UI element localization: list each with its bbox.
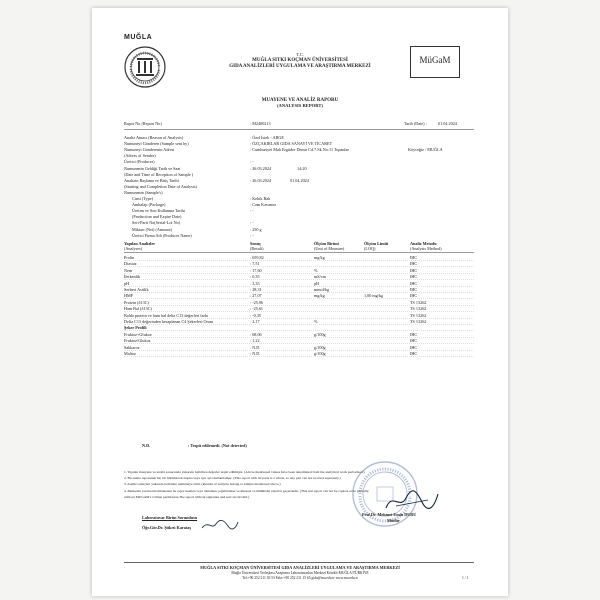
row-divider: [124, 276, 474, 280]
report-title-en: (ANALYSIS REPORT): [277, 103, 323, 108]
row-divider: [124, 263, 474, 267]
row-divider: [124, 353, 474, 357]
info-value: : Cumhuriyet Mah Ergüder Demir Cd.7.Sk.No:11 Topanlar: [250, 147, 349, 153]
note-line: 1. Yapılan muayene ve analiz sonucunda yukarıda belirtilen değerler tespit edilmiştir. (Above mentioned values have been determined from the analytical work performed.): [124, 470, 365, 474]
row-divider: [124, 331, 474, 338]
analysis-method: IHC: [410, 351, 418, 356]
analysis-name: Şeker Profili: [124, 325, 147, 331]
info-value: : -: [250, 159, 254, 165]
column-header-en: (Result): [250, 246, 264, 251]
info-extra: Köyceğiz / MUĞLA: [408, 147, 443, 153]
analysis-name: Balda protein ve ham bal delta C13 değerleri farkı: [124, 312, 209, 318]
row-divider: [124, 299, 474, 306]
analysis-unit: mmol/kg: [314, 287, 330, 292]
university-name: MUĞLA SITKI KOÇMAN ÜNİVERSİTESİ: [252, 58, 348, 63]
info-label: Üretici (Producer): [124, 159, 155, 165]
analysis-unit: mS/cm: [314, 274, 326, 280]
analysis-result: : 3,35: [250, 280, 260, 286]
info-label: Miktarı (Net) (Amount): [132, 226, 173, 232]
info-value: : ÖZÇAKIRLAR GIDA SANAYİ VE TİCARET: [250, 141, 333, 147]
nd-code: N.D.: [142, 443, 151, 448]
analysis-result: : 2,17: [250, 319, 260, 324]
analysis-unit: %: [314, 267, 318, 273]
nd-text: : Tespit edilemedi. (Not detected): [188, 443, 247, 448]
column-header: Ölçüm Limiti: [364, 241, 389, 246]
report-no-value: : M2400213: [250, 121, 271, 126]
row-divider: [124, 344, 474, 351]
analysis-name: Ham Bal (δ13C): [124, 306, 152, 312]
info-label: Numunenin Geldiği Tarih ve Saat: [124, 165, 181, 171]
info-value: : 250 g: [250, 226, 262, 232]
info-extra: 14:20: [297, 165, 307, 171]
analysis-name: Protein (δ13C): [124, 299, 149, 305]
analysis-method: IHC: [410, 338, 418, 344]
analysis-result: : 7,51: [250, 261, 260, 267]
analysis-name: Prolin: [124, 255, 135, 260]
analysis-method: IHC: [410, 293, 418, 299]
row-divider: [124, 295, 474, 299]
analysis-result: : 28,31: [250, 287, 262, 292]
row-divider: [124, 321, 474, 325]
info-label: (Production and Expire Date): [132, 214, 182, 220]
analysis-result: : N.D.: [250, 351, 261, 356]
row-divider: [124, 267, 474, 274]
analysis-name: HMF: [124, 293, 134, 299]
info-extra: 01.04.2024: [290, 177, 309, 183]
gov-label: T.C.: [296, 52, 304, 57]
info-label: (Starting and Completion Date of Analysis): [124, 183, 197, 189]
column-header: Sonuç: [250, 241, 261, 246]
row-divider: [124, 340, 474, 344]
analysis-name: Sakkaroz: [124, 344, 140, 350]
lab-supervisor-title: Laboratuvar Birim Sorumlusu: [142, 515, 198, 520]
analysis-name: Maltoz: [124, 351, 136, 356]
info-label: Analiz Amacı (Reason of Analysis): [124, 135, 184, 140]
analysis-result: : 1,22: [250, 338, 260, 344]
analysis-method: IHC: [410, 261, 418, 267]
column-header-en: (Unit of Measure): [314, 246, 345, 251]
info-label: Numunenin (Sample's): [124, 189, 163, 195]
mugam-logo: [410, 46, 460, 78]
analysis-method: IHC: [410, 287, 418, 292]
mugam-logo-text: MüGaM: [419, 55, 451, 65]
analysis-method: IHC: [410, 267, 418, 273]
director-signature-icon: [382, 488, 442, 514]
note-line: 2. Bu analiz raporunun hiç bir bölümü tek başına veya ayrı ayrı kullanılamaz. (This report with all parts is a whole, so any part can not be used separately.): [124, 476, 341, 481]
column-header-en: (Analysis Method): [410, 246, 442, 251]
info-label: Numuneyi Gönderen (Sample sent by): [124, 141, 189, 147]
report-page: [92, 8, 508, 596]
analysis-result: : 0,35: [250, 274, 260, 280]
info-label: (Date and Time of Reception of Sample ): [124, 171, 194, 177]
analysis-method: IHC: [410, 331, 418, 337]
column-header: Yapılan Analizler: [124, 241, 156, 246]
analysis-name: Fruktoz/Glukoz: [124, 338, 151, 344]
row-divider: [124, 257, 474, 261]
row-divider: [124, 308, 474, 312]
analysis-unit: %: [314, 319, 318, 324]
analysis-method: IHC: [410, 280, 418, 286]
info-label: Analizin Başlama ve Bitiş Tarihi: [124, 177, 179, 183]
footer-divider: [124, 562, 474, 563]
analysis-name: Delta C13 değerinden hesaplanan C4 Şekerleri Oranı: [124, 319, 214, 324]
info-label: Üretim ve Son Kullanma Tarihi: [132, 208, 185, 214]
info-value: : 26.03.2024: [250, 165, 272, 171]
analysis-unit: g/100g: [314, 351, 326, 356]
info-label: Üretici Firma Adı (Producer Name): [132, 232, 192, 238]
analysis-name: Fruktoz+Glukoz: [124, 331, 152, 337]
column-header-en: (Analyses): [124, 246, 143, 251]
footer-title: MUĞLA SITKI KOÇMAN ÜNİVERSİTESİ GIDA ANALİZLERİ UYGULAMA VE ARAŞTIRMA MERKEZİ: [200, 565, 400, 570]
analysis-result: : -25,61: [250, 306, 264, 312]
analysis-method: TS 13262: [410, 319, 427, 324]
info-label: (Adress of Sender): [124, 153, 156, 159]
analysis-result: : 659,82: [250, 255, 264, 260]
footer-contact: Tel:+90 252 211 30 53 Faks:+90 252 211 15 65 gida@mu.edu.tr www.mu.edu.tr: [242, 576, 358, 580]
analysis-result: : N.D.: [250, 344, 261, 350]
analysis-name: Nem: [124, 267, 133, 273]
info-value: : Cam Kavanoz: [250, 202, 277, 208]
analysis-name: Diastaz: [124, 261, 137, 267]
analysis-unit: g/100g: [314, 344, 326, 350]
note-line: 4. Merkezin yazılı izni olmaksızın bu rapor kısmen veya tamamen çoğaltılamaz ve imzasız ve mühürsüz raporlar geçersizdir. (This test report can not be copied, even partially,: [124, 488, 370, 493]
note-line: without MUGAM's written permission.The report without signature and seal are invalid.): [124, 494, 250, 499]
analysis-unit: mg/kg: [314, 255, 325, 260]
column-header-en: (LOQ): [364, 246, 376, 251]
footer-address: Muğla Üniversitesi Yerleşkesi Araştırma Laboratuvarları Merkezi Kötekli-MUĞLA/TÜRKİYE: [231, 571, 369, 575]
analysis-unit: mg/kg: [314, 293, 325, 299]
analysis-result: : 68,06: [250, 331, 262, 337]
director-title: Müdür: [387, 518, 400, 523]
report-title: MUAYENE VE ANALİZ RAPORU: [261, 98, 339, 103]
row-divider: [124, 289, 474, 293]
row-divider: [124, 327, 474, 331]
info-label: Ambalajı (Package): [132, 202, 166, 208]
analysis-method: IHC: [410, 344, 418, 350]
row-divider: [124, 312, 474, 319]
info-value: : Kekik Balı: [250, 196, 271, 201]
analysis-name: İletkenlik: [124, 274, 141, 280]
analysis-result: : 17,60: [250, 267, 262, 273]
info-value: : -: [250, 232, 254, 238]
report-date-value: 01.04.2024: [438, 121, 457, 126]
report-date-label: Tarih (Date) :: [404, 121, 427, 126]
analysis-loq: 1,00 mg/kg: [364, 293, 384, 299]
analysis-result: : -0,35: [250, 312, 261, 318]
info-value: : Özel İstek - ARGE: [250, 135, 284, 140]
report-no-label: Rapor No (Report No): [124, 121, 162, 126]
supervisor-signature-icon: [200, 518, 240, 532]
analysis-result: : -25,96: [250, 299, 264, 305]
page-number: 1 / 1: [462, 576, 469, 580]
row-divider: [124, 280, 474, 287]
brand-name: MUĞLA: [124, 34, 153, 41]
analysis-method: TS 13262: [410, 312, 427, 318]
column-header: Analiz Metodu: [410, 241, 437, 246]
lab-name: GIDA ANALİZLERİ UYGULAMA VE ARAŞTIRMA MERKEZİ: [229, 64, 371, 69]
info-value: : -: [250, 208, 254, 214]
analysis-method: IHC: [410, 274, 418, 280]
info-label: Seri-Parti No(Serial-Lot No): [132, 220, 181, 226]
lab-supervisor-name: Öğr.Gör.Dr. Şükrü Karataş: [142, 525, 191, 530]
analysis-method: TS 13262: [410, 306, 427, 312]
analysis-method: IHC: [410, 255, 418, 260]
info-label: Cinsi (Type): [132, 196, 153, 201]
analysis-method: TS 13262: [410, 299, 427, 305]
info-value: : -: [250, 220, 254, 226]
info-label: Numuneyi Gönderenin Adresi: [124, 147, 175, 153]
column-header: Ölçüm Birimi: [314, 241, 339, 246]
analysis-name: Serbest Asitlik: [124, 287, 149, 292]
analysis-name: pH: [124, 280, 130, 286]
analysis-unit: pH: [314, 280, 320, 286]
analysis-result: : 27,07: [250, 293, 262, 299]
director-name: Prof.Dr. Mehmet Emin DURU: [362, 512, 417, 517]
info-value: : 26.03.2024: [250, 177, 272, 183]
note-line: 3. Analiz sonuçları yukarıda belirtilen numuneye aittir. (Results of analysis belong to sample mentioned above.): [124, 482, 281, 487]
analysis-unit: g/100g: [314, 331, 326, 337]
